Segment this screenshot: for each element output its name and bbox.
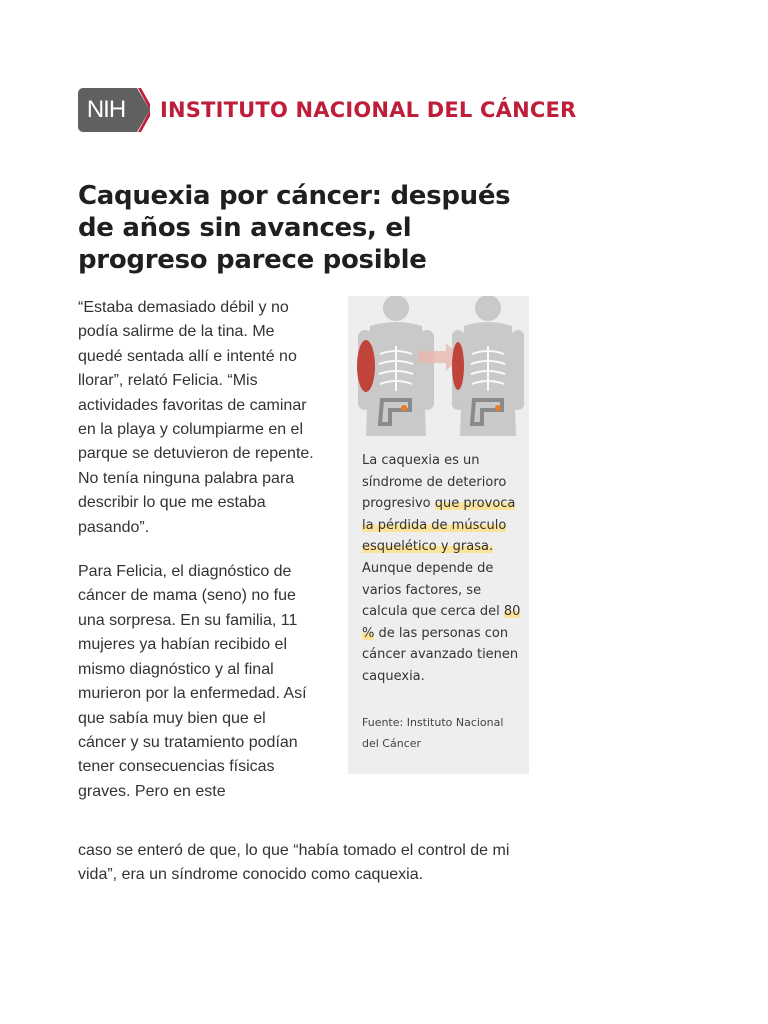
source-note: Fuente: Instituto Nacional del Cáncer xyxy=(362,716,504,750)
cachexia-info-box xyxy=(348,296,529,774)
article-paragraph-2-continued: caso se enteró de que, lo que “había tomado el control de mi vida”, era un síndrome conocido como caquexia. xyxy=(78,842,510,884)
caption-text: de las personas con cáncer avanzado tienen caquexia. xyxy=(362,625,519,684)
site-header xyxy=(78,88,576,132)
article-paragraph-1: “Estaba demasiado débil y no podía salirme de la tina. Me quedé sentada allí e intenté no llorar”, relató Felicia. “Mis actividades favoritas de caminar en la playa y columpiarme en el parque se detuvieron de repente. No tenía ninguna palabra para describir lo que me estaba pasando”. xyxy=(78,299,314,536)
caption-text: La caquexia es un síndrome de deterioro progresivo xyxy=(362,453,507,512)
nih-logo-text: NIH xyxy=(78,88,134,132)
caption-highlight-percent: 80 % xyxy=(362,604,521,641)
page-title: Caquexia por cáncer: después de años sin avances, el progreso parece posible xyxy=(78,181,511,275)
cachexia-caption xyxy=(362,450,522,688)
caption-text: Aunque depende de varios factores, se calcula que cerca del xyxy=(362,560,504,620)
muscle-loss-illustration xyxy=(348,296,529,436)
chevron-right-icon xyxy=(134,88,150,132)
nih-logo[interactable] xyxy=(78,88,150,132)
article-body xyxy=(78,296,314,824)
article-paragraph-2: Para Felicia, el diagnóstico de cáncer de mama (seno) no fue una sorpresa. En su familia, 11 mujeres ya habían recibido el mismo diagnóstico y al final murieron por la enfermedad. Así que sabía muy bien que el cáncer y su tratamiento podían tener consecuencias físicas graves. Pero en este xyxy=(78,563,307,800)
caption-highlight: que provoca la pérdida de músculo esquelético y grasa. xyxy=(362,496,516,555)
org-name[interactable]: INSTITUTO NACIONAL DEL CÁNCER xyxy=(160,98,577,122)
